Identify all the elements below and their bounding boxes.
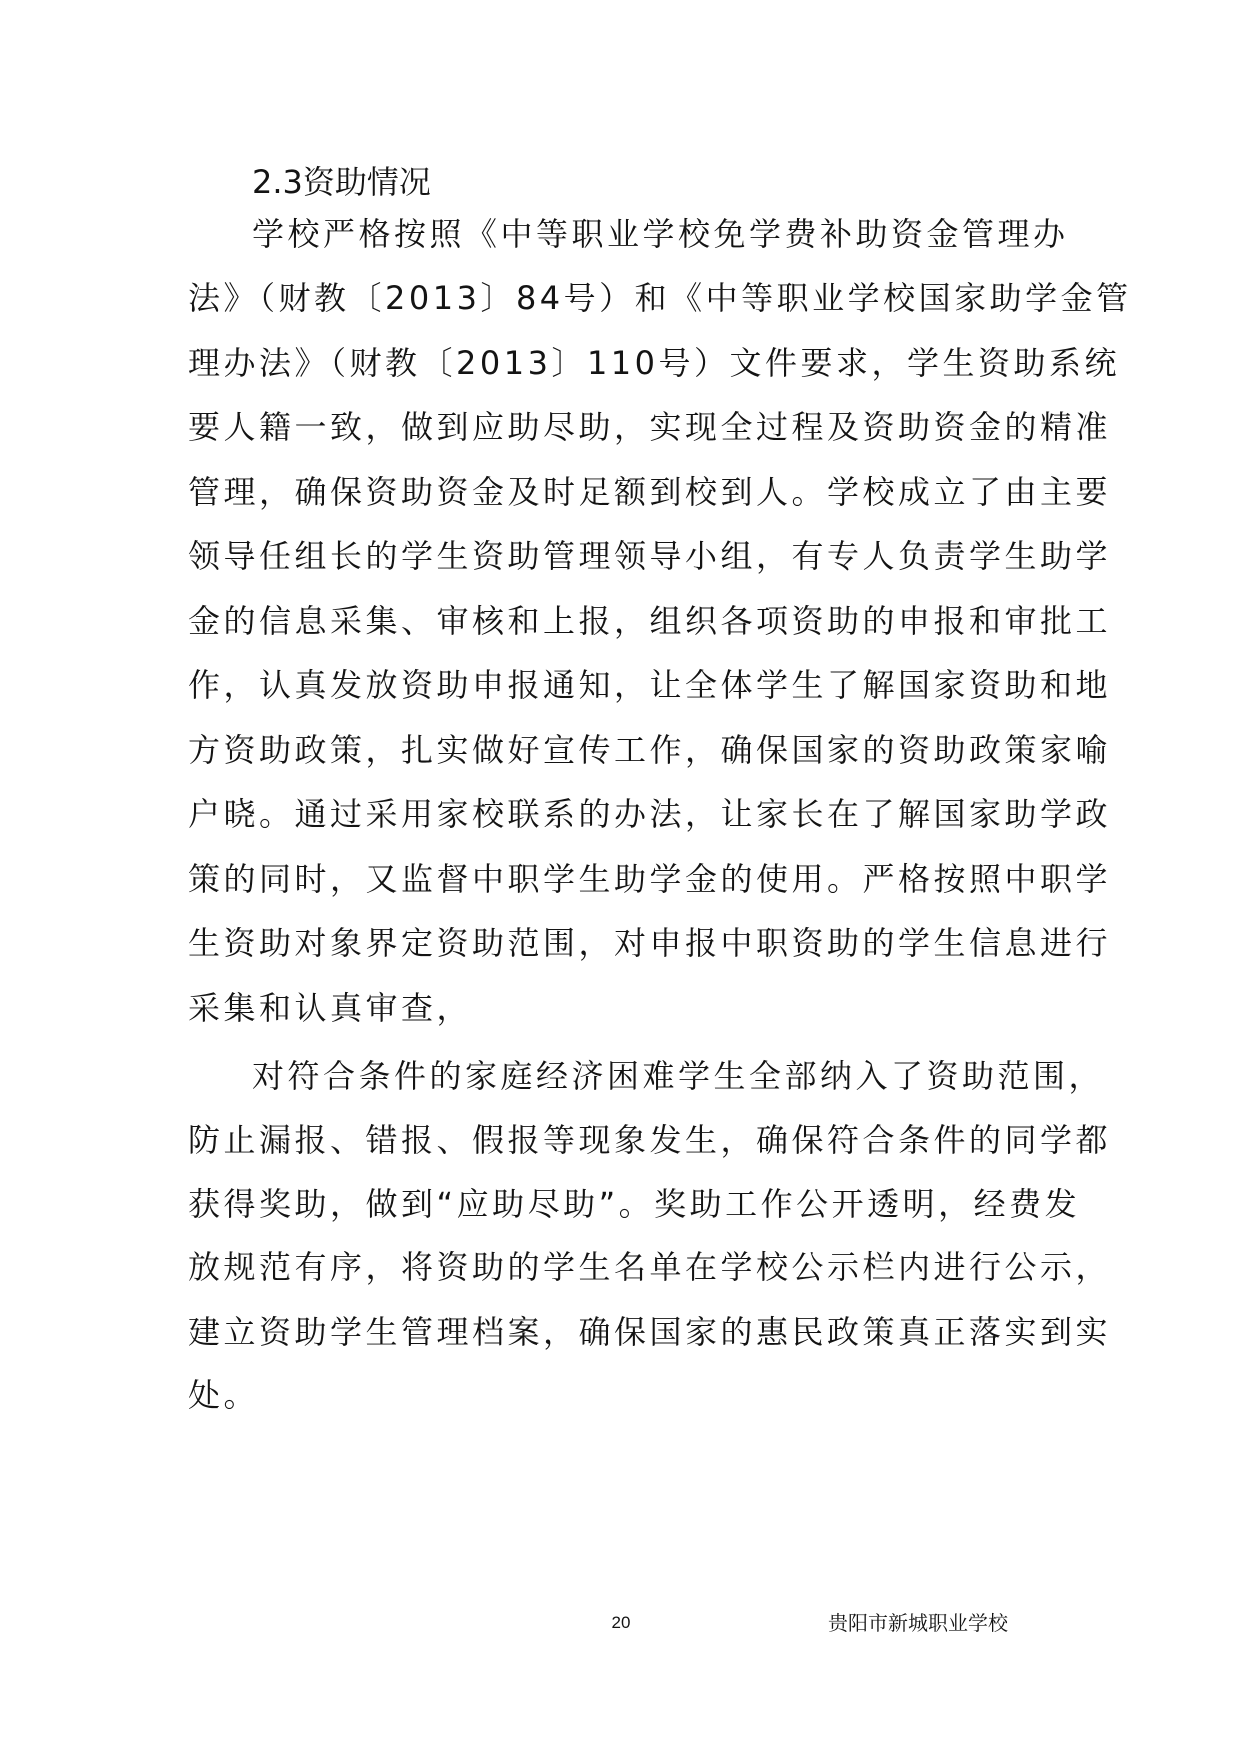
page-number: 20 [611,1613,631,1632]
paragraph-2-line-5: 建立资助学生管理档案，确保国家的惠民政策真正落实到实 [188,1313,1112,1351]
paragraph-1-line-3: 理办法》（财教〔2013〕110号）文件要求，学生资助系统 [188,344,1121,382]
paragraph-1-line-1: 学校严格按照《中等职业学校免学费补助资金管理办 [252,215,1069,253]
section-heading: 2.3资助情况 [252,163,431,201]
paragraph-1-line-11: 策的同时，又监督中职学生助学金的使用。严格按照中职学 [188,860,1112,898]
paragraph-1-line-8: 作，认真发放资助申报通知，让全体学生了解国家资助和地 [188,666,1112,704]
paragraph-1-line-10: 户晓。通过采用家校联系的办法，让家长在了解国家助学政 [188,795,1112,833]
paragraph-2-line-2: 防止漏报、错报、假报等现象发生，确保符合条件的同学都 [188,1121,1112,1159]
paragraph-1-line-5: 管理，确保资助资金及时足额到校到人。学校成立了由主要 [188,473,1112,511]
paragraph-1-line-12: 生资助对象界定资助范围，对申报中职资助的学生信息进行 [188,924,1112,962]
paragraph-2-line-4: 放规范有序，将资助的学生名单在学校公示栏内进行公示， [188,1248,1112,1286]
paragraph-1-line-6: 领导任组长的学生资助管理领导小组，有专人负责学生助学 [188,537,1112,575]
paragraph-1-line-9: 方资助政策，扎实做好宣传工作，确保国家的资助政策家喻 [188,731,1112,769]
paragraph-2-line-6: 处。 [188,1376,260,1414]
paragraph-1-line-7: 金的信息采集、审核和上报，组织各项资助的申报和审批工 [188,602,1112,640]
paragraph-1-line-13: 采集和认真审查， [188,989,473,1027]
paragraph-1-line-2: 法》（财教〔2013〕84号）和《中等职业学校国家助学金管 [188,279,1132,317]
paragraph-2-line-1: 对符合条件的家庭经济困难学生全部纳入了资助范围， [252,1057,1105,1095]
footer-school-name: 贵阳市新城职业学校 [828,1611,1008,1635]
paragraph-1-line-4: 要人籍一致，做到应助尽助，实现全过程及资助资金的精准 [188,408,1112,446]
paragraph-2-line-3: 获得奖助，做到“应助尽助”。奖助工作公开透明，经费发 [188,1185,1081,1223]
